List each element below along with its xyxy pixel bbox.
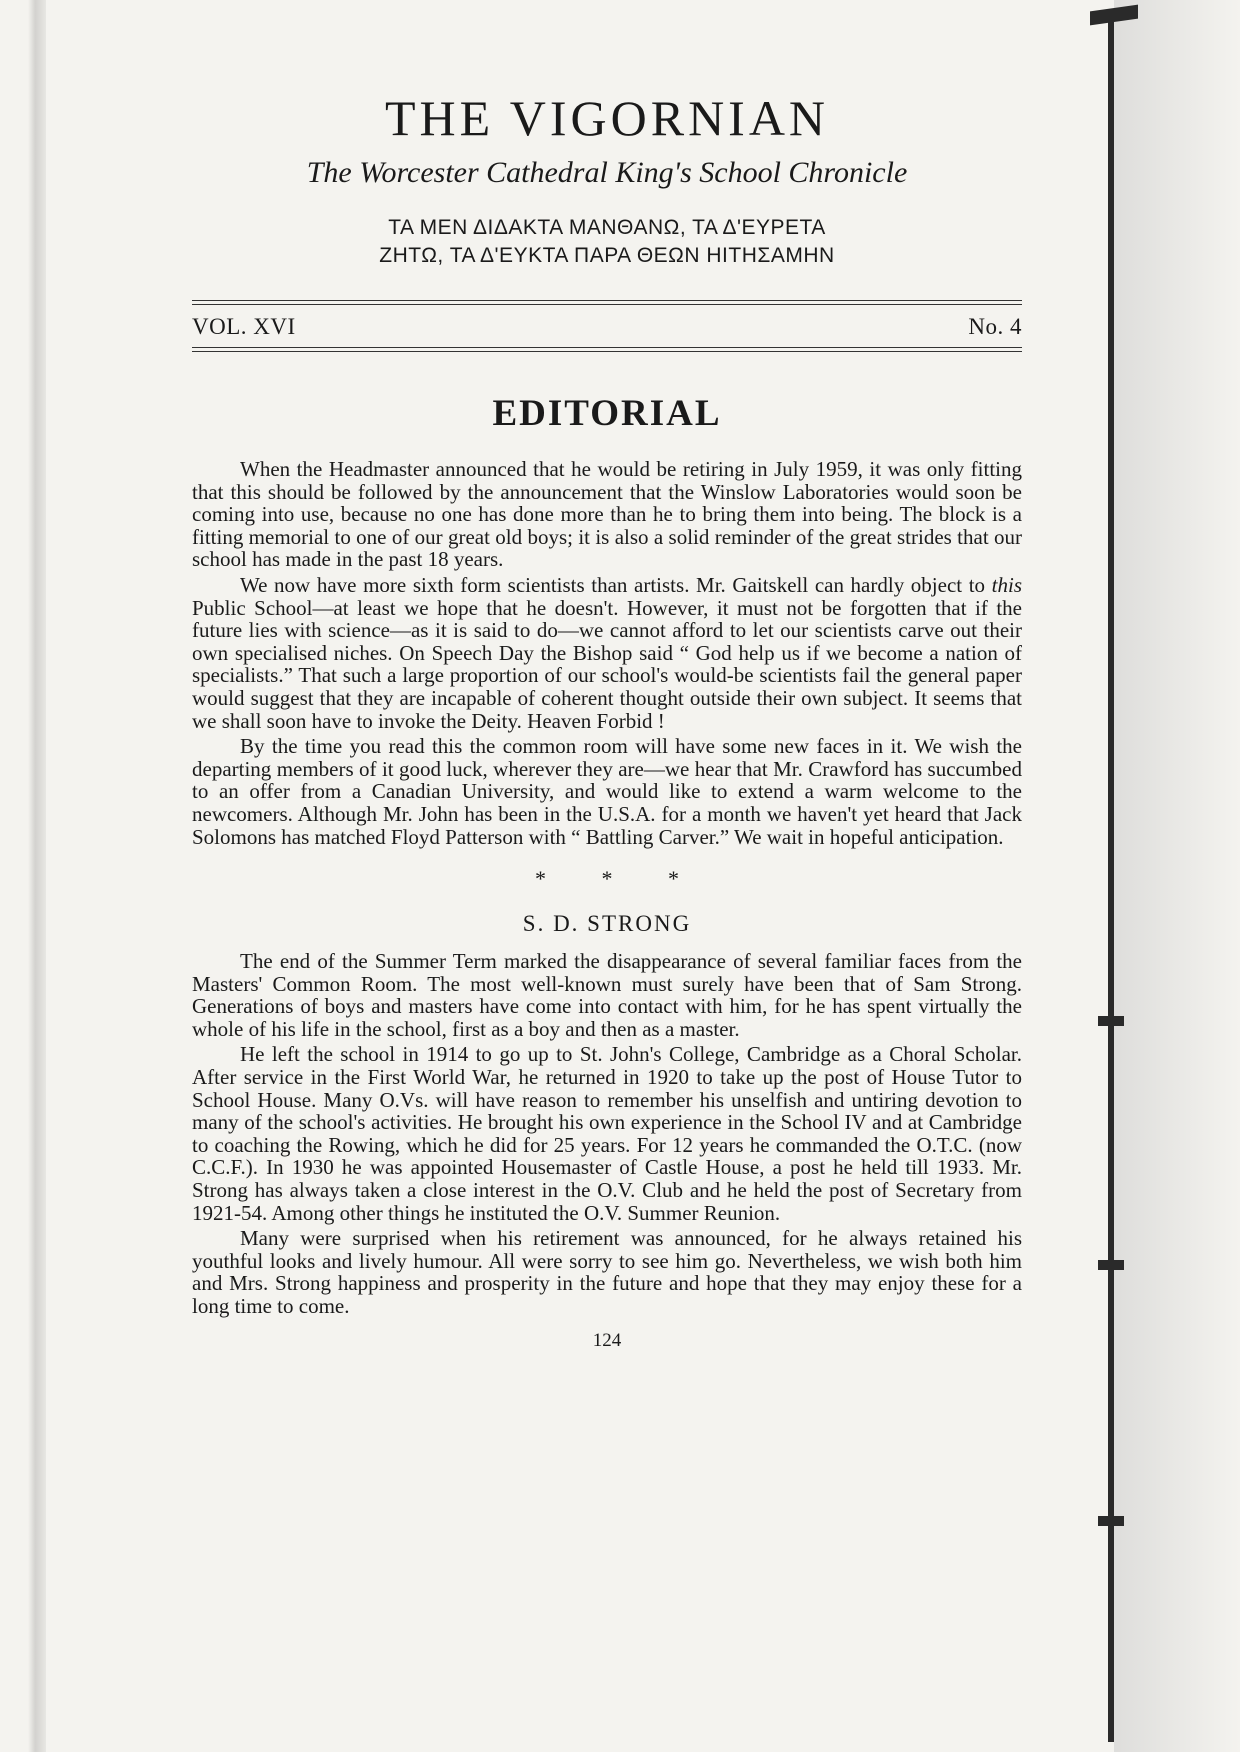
issue-number: No. 4 [968, 314, 1022, 339]
editorial-paragraph: By the time you read this the common room will have some new faces in it. We wish the departing members of it good luck, wherever they are—we hear that Mr. Crawford has succumbed to an offer from a Canadian University, and would like to extend a warm welcome to the newcomers. Although Mr. John has been in the U.S.A. for a month we haven't yet heard that Jack Solomons has matched Floyd Patterson with “ Battling Carver.” We wait in hopeful anticipation. [192, 734, 1022, 849]
page-number: 124 [592, 1329, 622, 1351]
document-page [192, 90, 1022, 1352]
binding-mark [1098, 1260, 1124, 1270]
section-paragraph: Many were surprised when his retirement was announced, for he always retained his youthful looks and lively humour. All were sorry to see him go. Nevertheless, we wish both him and Mrs. Strong happiness and prosperity in the future and hope that they may enjoy these for a long time to come. [192, 1226, 1022, 1318]
masthead-subtitle: The Worcester Cathedral King's School Chronicle [306, 156, 908, 189]
greek-motto [192, 214, 1022, 270]
text-run: Public School—at least we hope that he doesn't. However, it must not be forgotten that if the future lies with science—as it is said to do—we cannot afford to let our scientists carve out their own specialised niches. On Speech Day the Bishop said “ God help us if we become a nation of specialists.” That such a large proportion of our school's would-be scientists fail the general paper would suggest that they are incapable of coherent thought outside their own subject. It seems that we shall soon have to invoke the Deity. Heaven Forbid ! [192, 595, 1022, 733]
binding-mark [1098, 1516, 1124, 1526]
text-run: We now have more sixth form scientists than artists. Mr. Gaitskell can hardly object to [240, 572, 992, 597]
binding-strip [1108, 10, 1114, 1742]
emphasis-text: this [991, 572, 1022, 597]
section-paragraph: The end of the Summer Term marked the disappearance of several familiar faces from the Masters' Common Room. The most well-known must surely have been that of Sam Strong. Generations of boys and masters have come into contact with him, for he has spent virtually the whole of his life in the school, first as a boy and then as a master. [192, 949, 1022, 1041]
section-heading: S. D. STRONG [522, 911, 692, 937]
masthead-title: THE VIGORNIAN [384, 90, 830, 146]
scan-right-shadow [1114, 0, 1240, 1752]
scan-left-edge [28, 0, 46, 1752]
volume-label: VOL. XVI [192, 314, 296, 339]
editorial-paragraph: When the Headmaster announced that he would be retiring in July 1959, it was only fitting that this should be followed by the announcement that the Winslow Laboratories would soon be coming into use, because no one has done more than he to bring them into being. The block is a fitting memorial to one of our great old boys; it is also a solid reminder of the great strides that our school has made in the past 18 years. [192, 457, 1022, 572]
binding-mark [1098, 1016, 1124, 1026]
issue-line [192, 305, 1022, 347]
editorial-heading: EDITORIAL [492, 393, 722, 434]
motto-line-2: ΖΗΤΩ, ΤΑ Δ'ΕΥΚΤΑ ΠΑΡΑ ΘΕΩΝ ΗΙΤΗΣΑΜΗΝ [379, 244, 835, 267]
rule-bottom [192, 347, 1022, 352]
motto-line-1: ΤΑ ΜΕΝ ΔΙΔΑΚΤΑ ΜΑΝΘΑΝΩ, ΤΑ Δ'ΕΥΡΕΤΑ [388, 216, 826, 239]
section-separator: * * * [535, 866, 679, 892]
editorial-paragraph [192, 574, 1022, 732]
section-paragraph: He left the school in 1914 to go up to St. John's College, Cambridge as a Choral Scholar. After service in the First World War, he returned in 1920 to take up the post of House Tutor to School House. Many O.Vs. will have reason to remember his unselfish and untiring devotion to many of the school's activities. He brought his own experience in the School IV and at Cambridge to coaching the Rowing, which he did for 25 years. For 12 years he commanded the O.T.C. (now C.C.F.). In 1930 he was appointed Housemaster of Castle House, a post he held till 1933. Mr. Strong has always taken a close interest in the O.V. Club and he held the post of Secretary from 1921-54. Among other things he instituted the O.V. Summer Reunion. [192, 1042, 1022, 1225]
